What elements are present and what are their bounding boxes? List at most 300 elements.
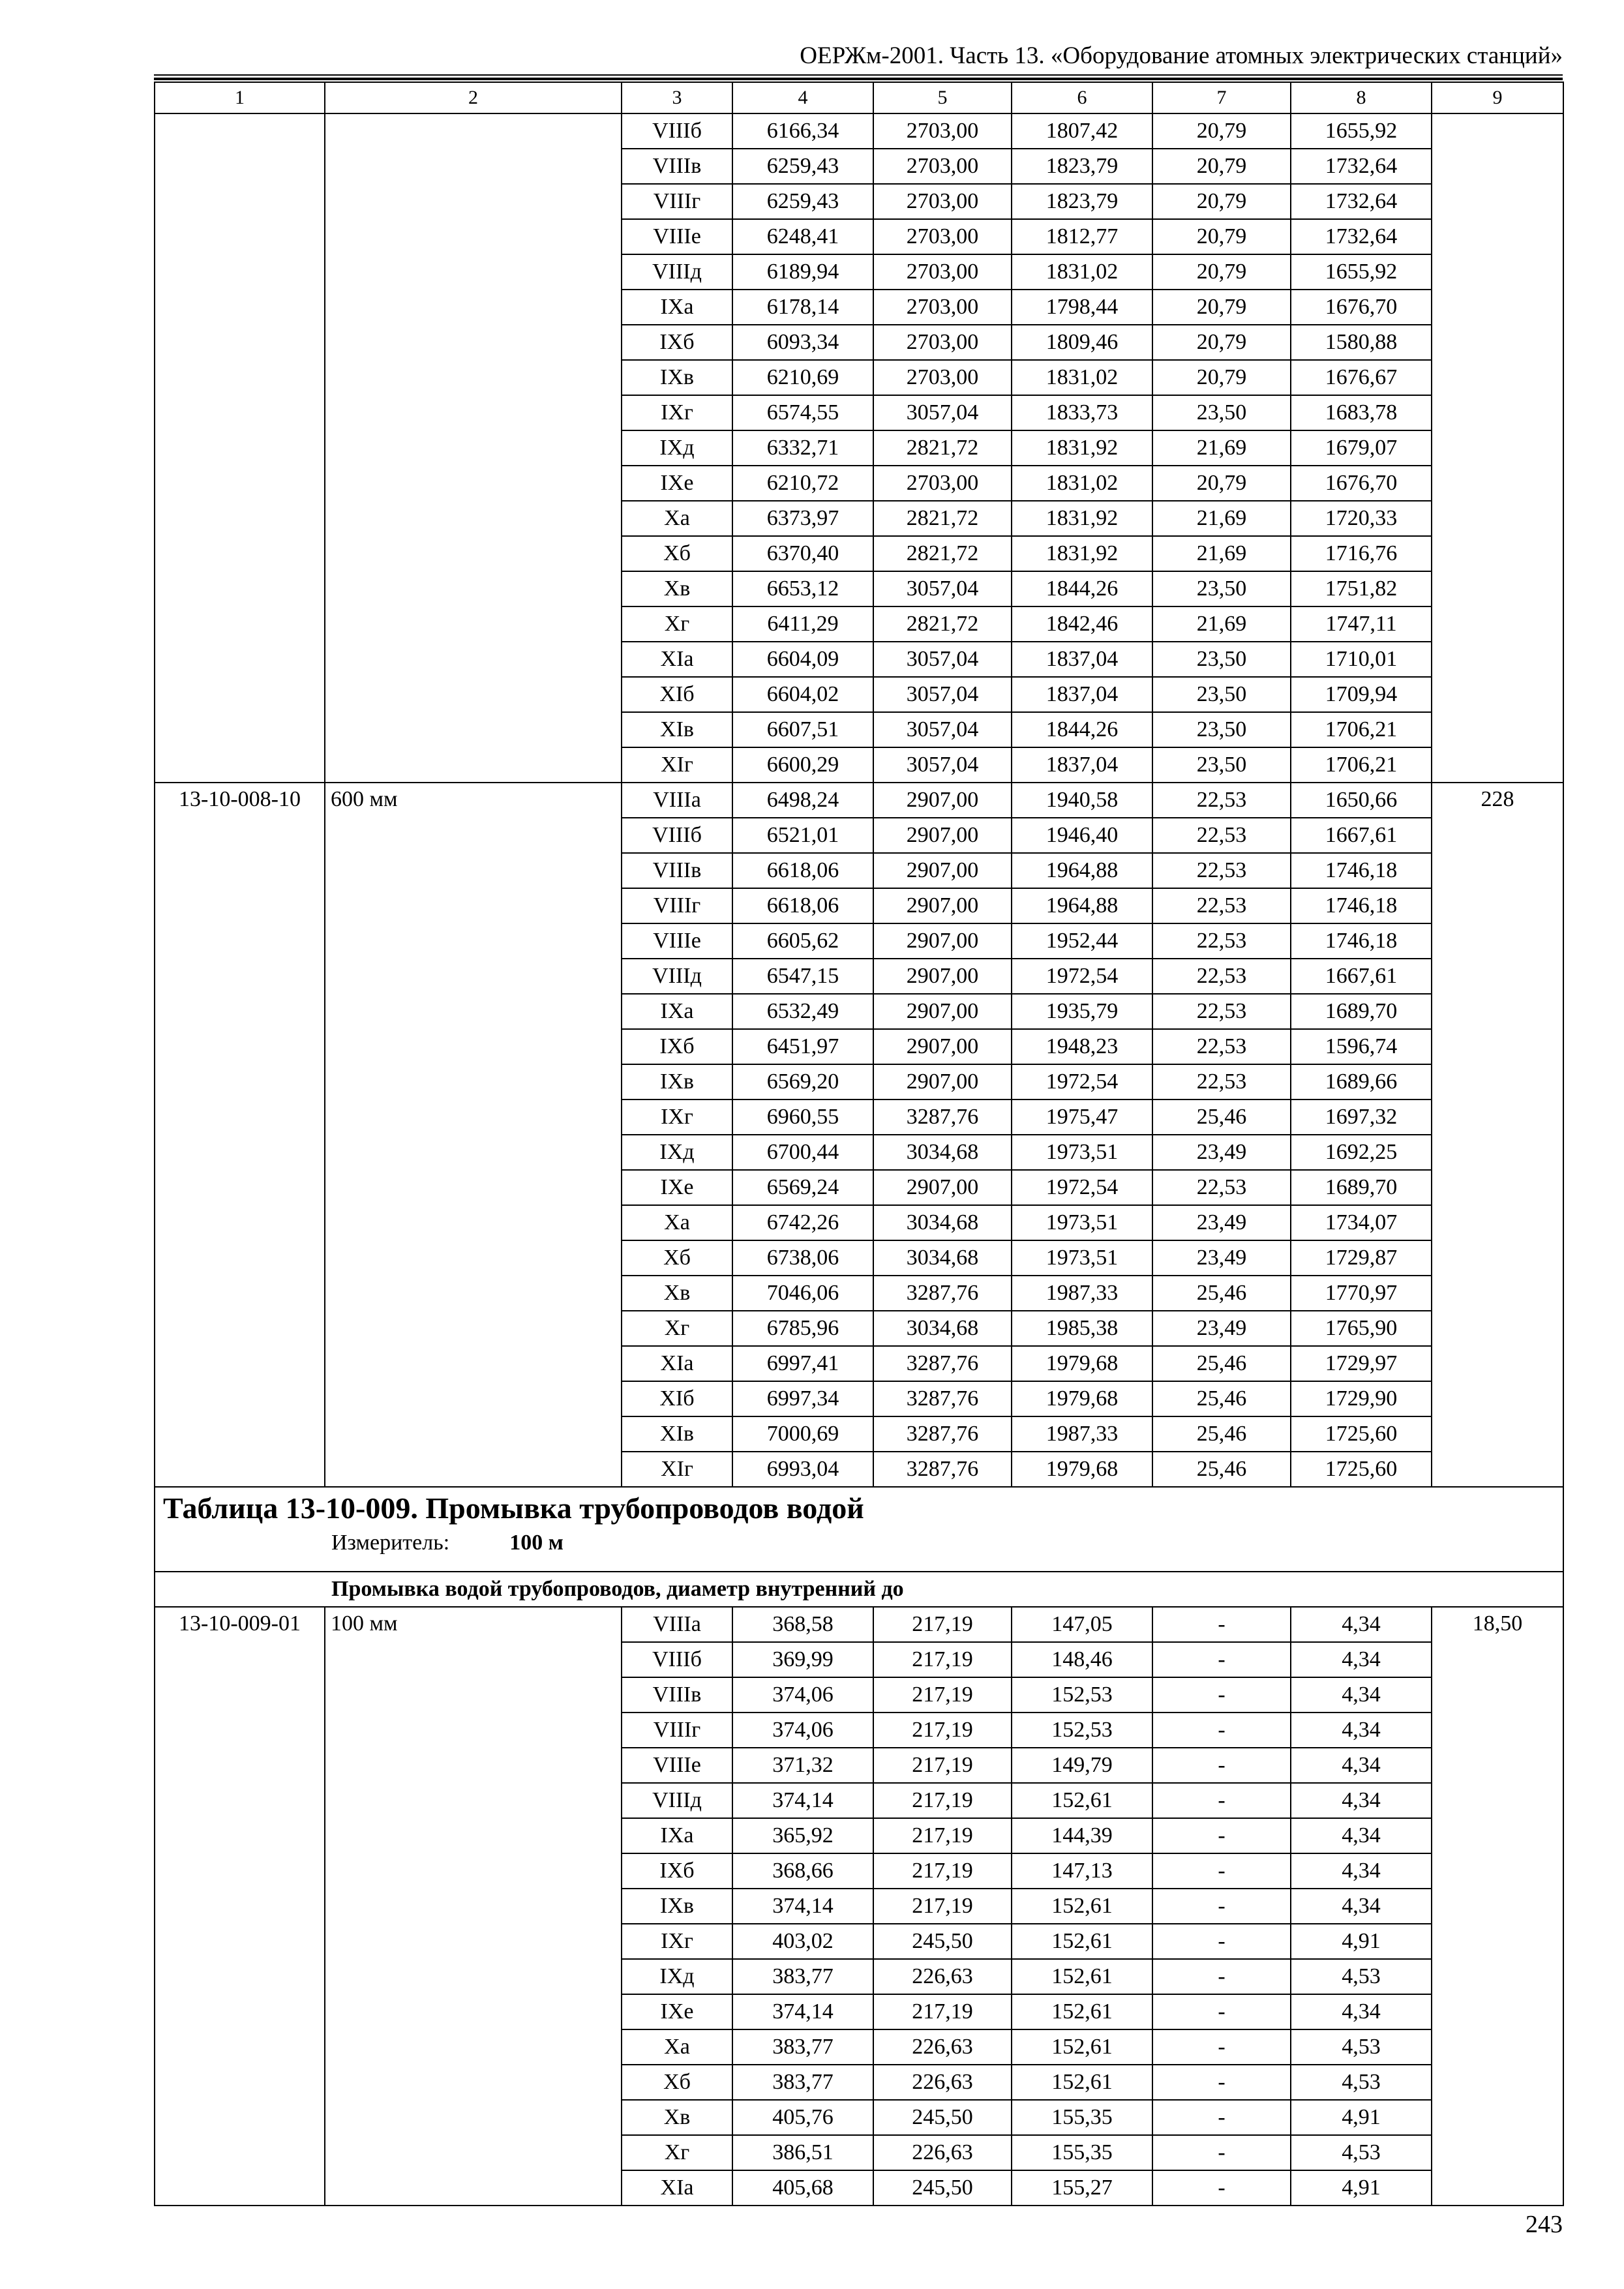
zone-cell: IXд — [622, 1135, 732, 1170]
machinist-wage-cell: 22,53 — [1152, 994, 1291, 1029]
rate-code-cell — [155, 818, 325, 853]
rate-name-cell — [325, 2100, 622, 2135]
rate-name-cell: 600 мм — [325, 783, 622, 818]
zone-cell: VIIIг — [622, 888, 732, 923]
labor-cost-cell: 226,63 — [873, 2029, 1012, 2065]
labor-cost-cell: 3287,76 — [873, 1452, 1012, 1487]
machine-cost-cell: 1973,51 — [1012, 1240, 1152, 1276]
rate-code-cell: 13-10-009-01 — [155, 1607, 325, 1642]
table-title: Таблица 13-10-009. Промывка трубопроводов водой — [163, 1491, 864, 1525]
labor-cost-cell: 2907,00 — [873, 853, 1012, 888]
machinist-wage-cell: 20,79 — [1152, 325, 1291, 360]
materials-cost-cell: 4,34 — [1291, 1713, 1432, 1748]
total-cost-cell: 6569,20 — [732, 1064, 873, 1100]
machine-cost-cell: 155,35 — [1012, 2100, 1152, 2135]
machinist-wage-cell: - — [1152, 2100, 1291, 2135]
machinist-wage-cell: - — [1152, 1959, 1291, 1994]
machine-cost-cell: 1972,54 — [1012, 1170, 1152, 1205]
table-row — [155, 1889, 1563, 1924]
labor-hours-cell — [1432, 1381, 1563, 1416]
page-number: 243 — [1526, 2211, 1563, 2238]
rate-code-cell — [155, 1276, 325, 1311]
table-row — [155, 677, 1563, 712]
machine-cost-cell: 1979,68 — [1012, 1346, 1152, 1381]
table-row — [155, 1818, 1563, 1853]
zone-cell: XIг — [622, 1452, 732, 1487]
column-number: 6 — [1012, 82, 1152, 113]
machinist-wage-cell: 20,79 — [1152, 360, 1291, 395]
materials-cost-cell: 1650,66 — [1291, 783, 1432, 818]
labor-hours-cell — [1432, 360, 1563, 395]
rate-code-cell — [155, 1170, 325, 1205]
table-row — [155, 1853, 1563, 1889]
zone-cell: XIв — [622, 712, 732, 747]
rate-name-cell — [325, 712, 622, 747]
labor-cost-cell: 217,19 — [873, 1853, 1012, 1889]
column-number: 1 — [155, 82, 325, 113]
labor-cost-cell: 2907,00 — [873, 818, 1012, 853]
rate-name-cell — [325, 1818, 622, 1853]
materials-cost-cell: 1689,66 — [1291, 1064, 1432, 1100]
labor-hours-cell — [1432, 325, 1563, 360]
labor-hours-cell — [1432, 1416, 1563, 1452]
rate-code-cell — [155, 1959, 325, 1994]
rate-name-cell — [325, 1311, 622, 1346]
table-row — [155, 430, 1563, 466]
zone-cell: VIIIе — [622, 923, 732, 959]
labor-hours-cell — [1432, 1889, 1563, 1924]
rate-name-cell — [325, 818, 622, 853]
rate-name-cell — [325, 2065, 622, 2100]
rate-code-cell — [155, 1818, 325, 1853]
machine-cost-cell: 152,61 — [1012, 2029, 1152, 2065]
rate-code-cell — [155, 395, 325, 430]
rate-name-cell — [325, 1170, 622, 1205]
rate-name-cell — [325, 1642, 622, 1677]
zone-cell: IXв — [622, 1064, 732, 1100]
rate-code-cell — [155, 219, 325, 254]
labor-hours-cell — [1432, 959, 1563, 994]
materials-cost-cell: 1709,94 — [1291, 677, 1432, 712]
total-cost-cell: 6785,96 — [732, 1311, 873, 1346]
unit-value: 100 м — [509, 1531, 564, 1555]
table-row — [155, 1924, 1563, 1959]
total-cost-cell: 6210,69 — [732, 360, 873, 395]
labor-cost-cell: 226,63 — [873, 2065, 1012, 2100]
labor-hours-cell — [1432, 1029, 1563, 1064]
machine-cost-cell: 1973,51 — [1012, 1205, 1152, 1240]
machine-cost-cell: 1798,44 — [1012, 290, 1152, 325]
total-cost-cell: 6742,26 — [732, 1205, 873, 1240]
labor-cost-cell: 2907,00 — [873, 783, 1012, 818]
zone-cell: Xб — [622, 1240, 732, 1276]
labor-cost-cell: 217,19 — [873, 1607, 1012, 1642]
rate-name-cell — [325, 1783, 622, 1818]
materials-cost-cell: 1676,70 — [1291, 466, 1432, 501]
zone-cell: VIIIа — [622, 783, 732, 818]
rate-code-cell — [155, 642, 325, 677]
machinist-wage-cell: 20,79 — [1152, 290, 1291, 325]
labor-cost-cell: 2821,72 — [873, 606, 1012, 642]
rate-code-cell — [155, 2100, 325, 2135]
zone-cell: IXе — [622, 1994, 732, 2029]
machinist-wage-cell: 22,53 — [1152, 853, 1291, 888]
machine-cost-cell: 1831,92 — [1012, 536, 1152, 571]
total-cost-cell: 374,06 — [732, 1713, 873, 1748]
machinist-wage-cell: 25,46 — [1152, 1452, 1291, 1487]
total-cost-cell: 369,99 — [732, 1642, 873, 1677]
table-row — [155, 1381, 1563, 1416]
labor-hours-cell — [1432, 1064, 1563, 1100]
table-row — [155, 747, 1563, 783]
labor-hours-cell — [1432, 642, 1563, 677]
machinist-wage-cell: 20,79 — [1152, 219, 1291, 254]
table-row — [155, 642, 1563, 677]
zone-cell: Xв — [622, 571, 732, 606]
table-row — [155, 325, 1563, 360]
rate-name-cell — [325, 1064, 622, 1100]
zone-cell: Xа — [622, 1205, 732, 1240]
materials-cost-cell: 1770,97 — [1291, 1276, 1432, 1311]
materials-cost-cell: 1580,88 — [1291, 325, 1432, 360]
total-cost-cell: 6547,15 — [732, 959, 873, 994]
rate-name-cell — [325, 571, 622, 606]
table-row — [155, 113, 1563, 149]
labor-cost-cell: 3057,04 — [873, 747, 1012, 783]
zone-cell: IXб — [622, 1029, 732, 1064]
total-cost-cell: 6370,40 — [732, 536, 873, 571]
machine-cost-cell: 1972,54 — [1012, 959, 1152, 994]
rate-code-cell — [155, 2135, 325, 2170]
column-number: 3 — [622, 82, 732, 113]
machine-cost-cell: 148,46 — [1012, 1642, 1152, 1677]
materials-cost-cell: 1747,11 — [1291, 606, 1432, 642]
machine-cost-cell: 152,61 — [1012, 1924, 1152, 1959]
labor-cost-cell: 2703,00 — [873, 184, 1012, 219]
table-row — [155, 1205, 1563, 1240]
zone-cell: XIб — [622, 677, 732, 712]
rate-code-cell — [155, 923, 325, 959]
rates-table — [154, 82, 1564, 2206]
table-row — [155, 1029, 1563, 1064]
labor-cost-cell: 226,63 — [873, 2135, 1012, 2170]
rate-code-cell — [155, 149, 325, 184]
labor-hours-cell — [1432, 747, 1563, 783]
labor-hours-cell — [1432, 677, 1563, 712]
materials-cost-cell: 1655,92 — [1291, 254, 1432, 290]
total-cost-cell: 374,06 — [732, 1677, 873, 1713]
machine-cost-cell: 1809,46 — [1012, 325, 1152, 360]
column-number: 5 — [873, 82, 1012, 113]
labor-hours-cell — [1432, 1748, 1563, 1783]
total-cost-cell: 6248,41 — [732, 219, 873, 254]
zone-cell: IXг — [622, 1100, 732, 1135]
materials-cost-cell: 1676,70 — [1291, 290, 1432, 325]
machine-cost-cell: 1985,38 — [1012, 1311, 1152, 1346]
labor-cost-cell: 2703,00 — [873, 290, 1012, 325]
machinist-wage-cell: - — [1152, 2170, 1291, 2206]
machine-cost-cell: 1807,42 — [1012, 113, 1152, 149]
machinist-wage-cell: 22,53 — [1152, 1029, 1291, 1064]
machinist-wage-cell: 25,46 — [1152, 1346, 1291, 1381]
rate-code-cell — [155, 1889, 325, 1924]
total-cost-cell: 374,14 — [732, 1994, 873, 2029]
section-heading: Промывка водой трубопроводов, диаметр внутренний до — [155, 1572, 1563, 1607]
zone-cell: XIа — [622, 1346, 732, 1381]
rate-code-cell — [155, 606, 325, 642]
labor-hours-cell — [1432, 1783, 1563, 1818]
machinist-wage-cell: 25,46 — [1152, 1276, 1291, 1311]
machine-cost-cell: 1837,04 — [1012, 677, 1152, 712]
table-row — [155, 501, 1563, 536]
column-number-row — [155, 82, 1563, 113]
rate-code-cell — [155, 1677, 325, 1713]
labor-cost-cell: 2703,00 — [873, 113, 1012, 149]
rate-code-cell — [155, 2029, 325, 2065]
machine-cost-cell: 1940,58 — [1012, 783, 1152, 818]
total-cost-cell: 6532,49 — [732, 994, 873, 1029]
total-cost-cell: 368,66 — [732, 1853, 873, 1889]
machine-cost-cell: 1812,77 — [1012, 219, 1152, 254]
zone-cell: Xа — [622, 2029, 732, 2065]
rate-name-cell — [325, 430, 622, 466]
zone-cell: XIг — [622, 747, 732, 783]
machinist-wage-cell: 20,79 — [1152, 254, 1291, 290]
labor-cost-cell: 217,19 — [873, 1642, 1012, 1677]
labor-hours-cell — [1432, 1853, 1563, 1889]
total-cost-cell: 6605,62 — [732, 923, 873, 959]
labor-cost-cell: 3034,68 — [873, 1311, 1012, 1346]
materials-cost-cell: 1746,18 — [1291, 853, 1432, 888]
rate-name-cell — [325, 501, 622, 536]
rate-code-cell — [155, 1064, 325, 1100]
table-row — [155, 1346, 1563, 1381]
machine-cost-cell: 1987,33 — [1012, 1416, 1152, 1452]
labor-hours-cell — [1432, 2100, 1563, 2135]
machine-cost-cell: 152,61 — [1012, 2065, 1152, 2100]
total-cost-cell: 6738,06 — [732, 1240, 873, 1276]
labor-hours-cell — [1432, 853, 1563, 888]
labor-cost-cell: 245,50 — [873, 1924, 1012, 1959]
labor-hours-cell — [1432, 149, 1563, 184]
labor-hours-cell — [1432, 1818, 1563, 1853]
zone-cell: Xб — [622, 536, 732, 571]
rate-code-cell — [155, 1853, 325, 1889]
materials-cost-cell: 4,91 — [1291, 1924, 1432, 1959]
materials-cost-cell: 4,34 — [1291, 1642, 1432, 1677]
machine-cost-cell: 147,13 — [1012, 1853, 1152, 1889]
zone-cell: Xв — [622, 1276, 732, 1311]
rate-name-cell — [325, 1416, 622, 1452]
table-row — [155, 606, 1563, 642]
total-cost-cell: 374,14 — [732, 1889, 873, 1924]
rate-name-cell — [325, 853, 622, 888]
rate-code-cell — [155, 2065, 325, 2100]
machinist-wage-cell: 22,53 — [1152, 888, 1291, 923]
rate-code-cell — [155, 2170, 325, 2206]
labor-hours-cell — [1432, 219, 1563, 254]
machine-cost-cell: 1833,73 — [1012, 395, 1152, 430]
labor-hours-cell — [1432, 571, 1563, 606]
machinist-wage-cell: 22,53 — [1152, 959, 1291, 994]
materials-cost-cell: 1725,60 — [1291, 1416, 1432, 1452]
rate-code-cell — [155, 747, 325, 783]
total-cost-cell: 6210,72 — [732, 466, 873, 501]
labor-cost-cell: 2821,72 — [873, 501, 1012, 536]
labor-cost-cell: 217,19 — [873, 1713, 1012, 1748]
machine-cost-cell: 1844,26 — [1012, 571, 1152, 606]
labor-hours-cell: 18,50 — [1432, 1607, 1563, 1642]
labor-cost-cell: 2703,00 — [873, 254, 1012, 290]
table-title-row — [155, 1487, 1563, 1572]
zone-cell: VIIIг — [622, 1713, 732, 1748]
table-row — [155, 1100, 1563, 1135]
table-row — [155, 1311, 1563, 1346]
total-cost-cell: 6960,55 — [732, 1100, 873, 1135]
machine-cost-cell: 1935,79 — [1012, 994, 1152, 1029]
zone-cell: IXд — [622, 430, 732, 466]
zone-cell: Xв — [622, 2100, 732, 2135]
table-row — [155, 149, 1563, 184]
machinist-wage-cell: 23,50 — [1152, 642, 1291, 677]
machinist-wage-cell: 23,49 — [1152, 1311, 1291, 1346]
rate-name-cell — [325, 1677, 622, 1713]
materials-cost-cell: 1746,18 — [1291, 888, 1432, 923]
materials-cost-cell: 1655,92 — [1291, 113, 1432, 149]
labor-hours-cell — [1432, 888, 1563, 923]
machine-cost-cell: 147,05 — [1012, 1607, 1152, 1642]
total-cost-cell: 374,14 — [732, 1783, 873, 1818]
machinist-wage-cell: 20,79 — [1152, 113, 1291, 149]
labor-hours-cell — [1432, 1170, 1563, 1205]
labor-cost-cell: 217,19 — [873, 1818, 1012, 1853]
labor-hours-cell — [1432, 2170, 1563, 2206]
labor-hours-cell — [1432, 1994, 1563, 2029]
zone-cell: Xг — [622, 606, 732, 642]
labor-cost-cell: 2907,00 — [873, 959, 1012, 994]
table-row — [155, 1748, 1563, 1783]
rate-code-cell — [155, 1135, 325, 1170]
table-row — [155, 395, 1563, 430]
machinist-wage-cell: - — [1152, 1713, 1291, 1748]
machinist-wage-cell: 23,50 — [1152, 395, 1291, 430]
machinist-wage-cell: 20,79 — [1152, 184, 1291, 219]
rate-code-cell — [155, 959, 325, 994]
zone-cell: IXг — [622, 1924, 732, 1959]
machinist-wage-cell: 21,69 — [1152, 501, 1291, 536]
zone-cell: IXв — [622, 360, 732, 395]
rate-name-cell — [325, 395, 622, 430]
rate-name-cell — [325, 923, 622, 959]
rate-name-cell — [325, 1346, 622, 1381]
machine-cost-cell: 1831,02 — [1012, 254, 1152, 290]
labor-cost-cell: 3287,76 — [873, 1381, 1012, 1416]
header-rule — [154, 74, 1563, 76]
machinist-wage-cell: - — [1152, 1853, 1291, 1889]
table-row — [155, 818, 1563, 853]
labor-hours-cell — [1432, 466, 1563, 501]
zone-cell: VIIIб — [622, 113, 732, 149]
machine-cost-cell: 152,61 — [1012, 1959, 1152, 1994]
total-cost-cell: 6093,34 — [732, 325, 873, 360]
labor-cost-cell: 2703,00 — [873, 360, 1012, 395]
materials-cost-cell: 4,91 — [1291, 2100, 1432, 2135]
rate-code-cell — [155, 290, 325, 325]
machinist-wage-cell: 25,46 — [1152, 1416, 1291, 1452]
labor-cost-cell: 226,63 — [873, 1959, 1012, 1994]
rate-code-cell — [155, 1748, 325, 1783]
machine-cost-cell: 152,53 — [1012, 1713, 1152, 1748]
machine-cost-cell: 1823,79 — [1012, 149, 1152, 184]
rate-name-cell — [325, 290, 622, 325]
rate-name-cell — [325, 1276, 622, 1311]
rate-name-cell — [325, 1381, 622, 1416]
table-row — [155, 1713, 1563, 1748]
zone-cell: VIIIд — [622, 1783, 732, 1818]
machinist-wage-cell: - — [1152, 2135, 1291, 2170]
table-title-block — [155, 1487, 1563, 1572]
machinist-wage-cell: 20,79 — [1152, 149, 1291, 184]
zone-cell: XIв — [622, 1416, 732, 1452]
rate-code-cell — [155, 1029, 325, 1064]
labor-hours-cell — [1432, 290, 1563, 325]
total-cost-cell: 405,68 — [732, 2170, 873, 2206]
rate-code-cell — [155, 853, 325, 888]
machine-cost-cell: 1979,68 — [1012, 1452, 1152, 1487]
rate-name-cell — [325, 536, 622, 571]
labor-cost-cell: 2907,00 — [873, 1029, 1012, 1064]
table-row — [155, 2029, 1563, 2065]
labor-cost-cell: 3034,68 — [873, 1240, 1012, 1276]
zone-cell: VIIIб — [622, 818, 732, 853]
machinist-wage-cell: - — [1152, 1924, 1291, 1959]
rate-code-cell — [155, 466, 325, 501]
table-row — [155, 290, 1563, 325]
labor-cost-cell: 2821,72 — [873, 536, 1012, 571]
machinist-wage-cell: 21,69 — [1152, 536, 1291, 571]
table-row — [155, 2170, 1563, 2206]
materials-cost-cell: 4,34 — [1291, 1853, 1432, 1889]
rate-code-cell — [155, 712, 325, 747]
table-row — [155, 1064, 1563, 1100]
machine-cost-cell: 144,39 — [1012, 1818, 1152, 1853]
total-cost-cell: 7046,06 — [732, 1276, 873, 1311]
machine-cost-cell: 152,61 — [1012, 1994, 1152, 2029]
zone-cell: Xг — [622, 1311, 732, 1346]
rate-name-cell — [325, 2135, 622, 2170]
total-cost-cell: 6604,02 — [732, 677, 873, 712]
machine-cost-cell: 1987,33 — [1012, 1276, 1152, 1311]
machine-cost-cell: 152,61 — [1012, 1889, 1152, 1924]
total-cost-cell: 6618,06 — [732, 853, 873, 888]
labor-hours-cell — [1432, 1135, 1563, 1170]
machinist-wage-cell: - — [1152, 1783, 1291, 1818]
rate-code-cell — [155, 1240, 325, 1276]
materials-cost-cell: 1667,61 — [1291, 959, 1432, 994]
zone-cell: Xг — [622, 2135, 732, 2170]
labor-cost-cell: 3057,04 — [873, 395, 1012, 430]
rate-code-cell — [155, 1346, 325, 1381]
rate-name-cell — [325, 959, 622, 994]
materials-cost-cell: 1689,70 — [1291, 1170, 1432, 1205]
materials-cost-cell: 4,34 — [1291, 1818, 1432, 1853]
table-row — [155, 2135, 1563, 2170]
zone-cell: VIIIв — [622, 853, 732, 888]
machine-cost-cell: 1964,88 — [1012, 888, 1152, 923]
labor-hours-cell — [1432, 1276, 1563, 1311]
materials-cost-cell: 1667,61 — [1291, 818, 1432, 853]
materials-cost-cell: 1751,82 — [1291, 571, 1432, 606]
